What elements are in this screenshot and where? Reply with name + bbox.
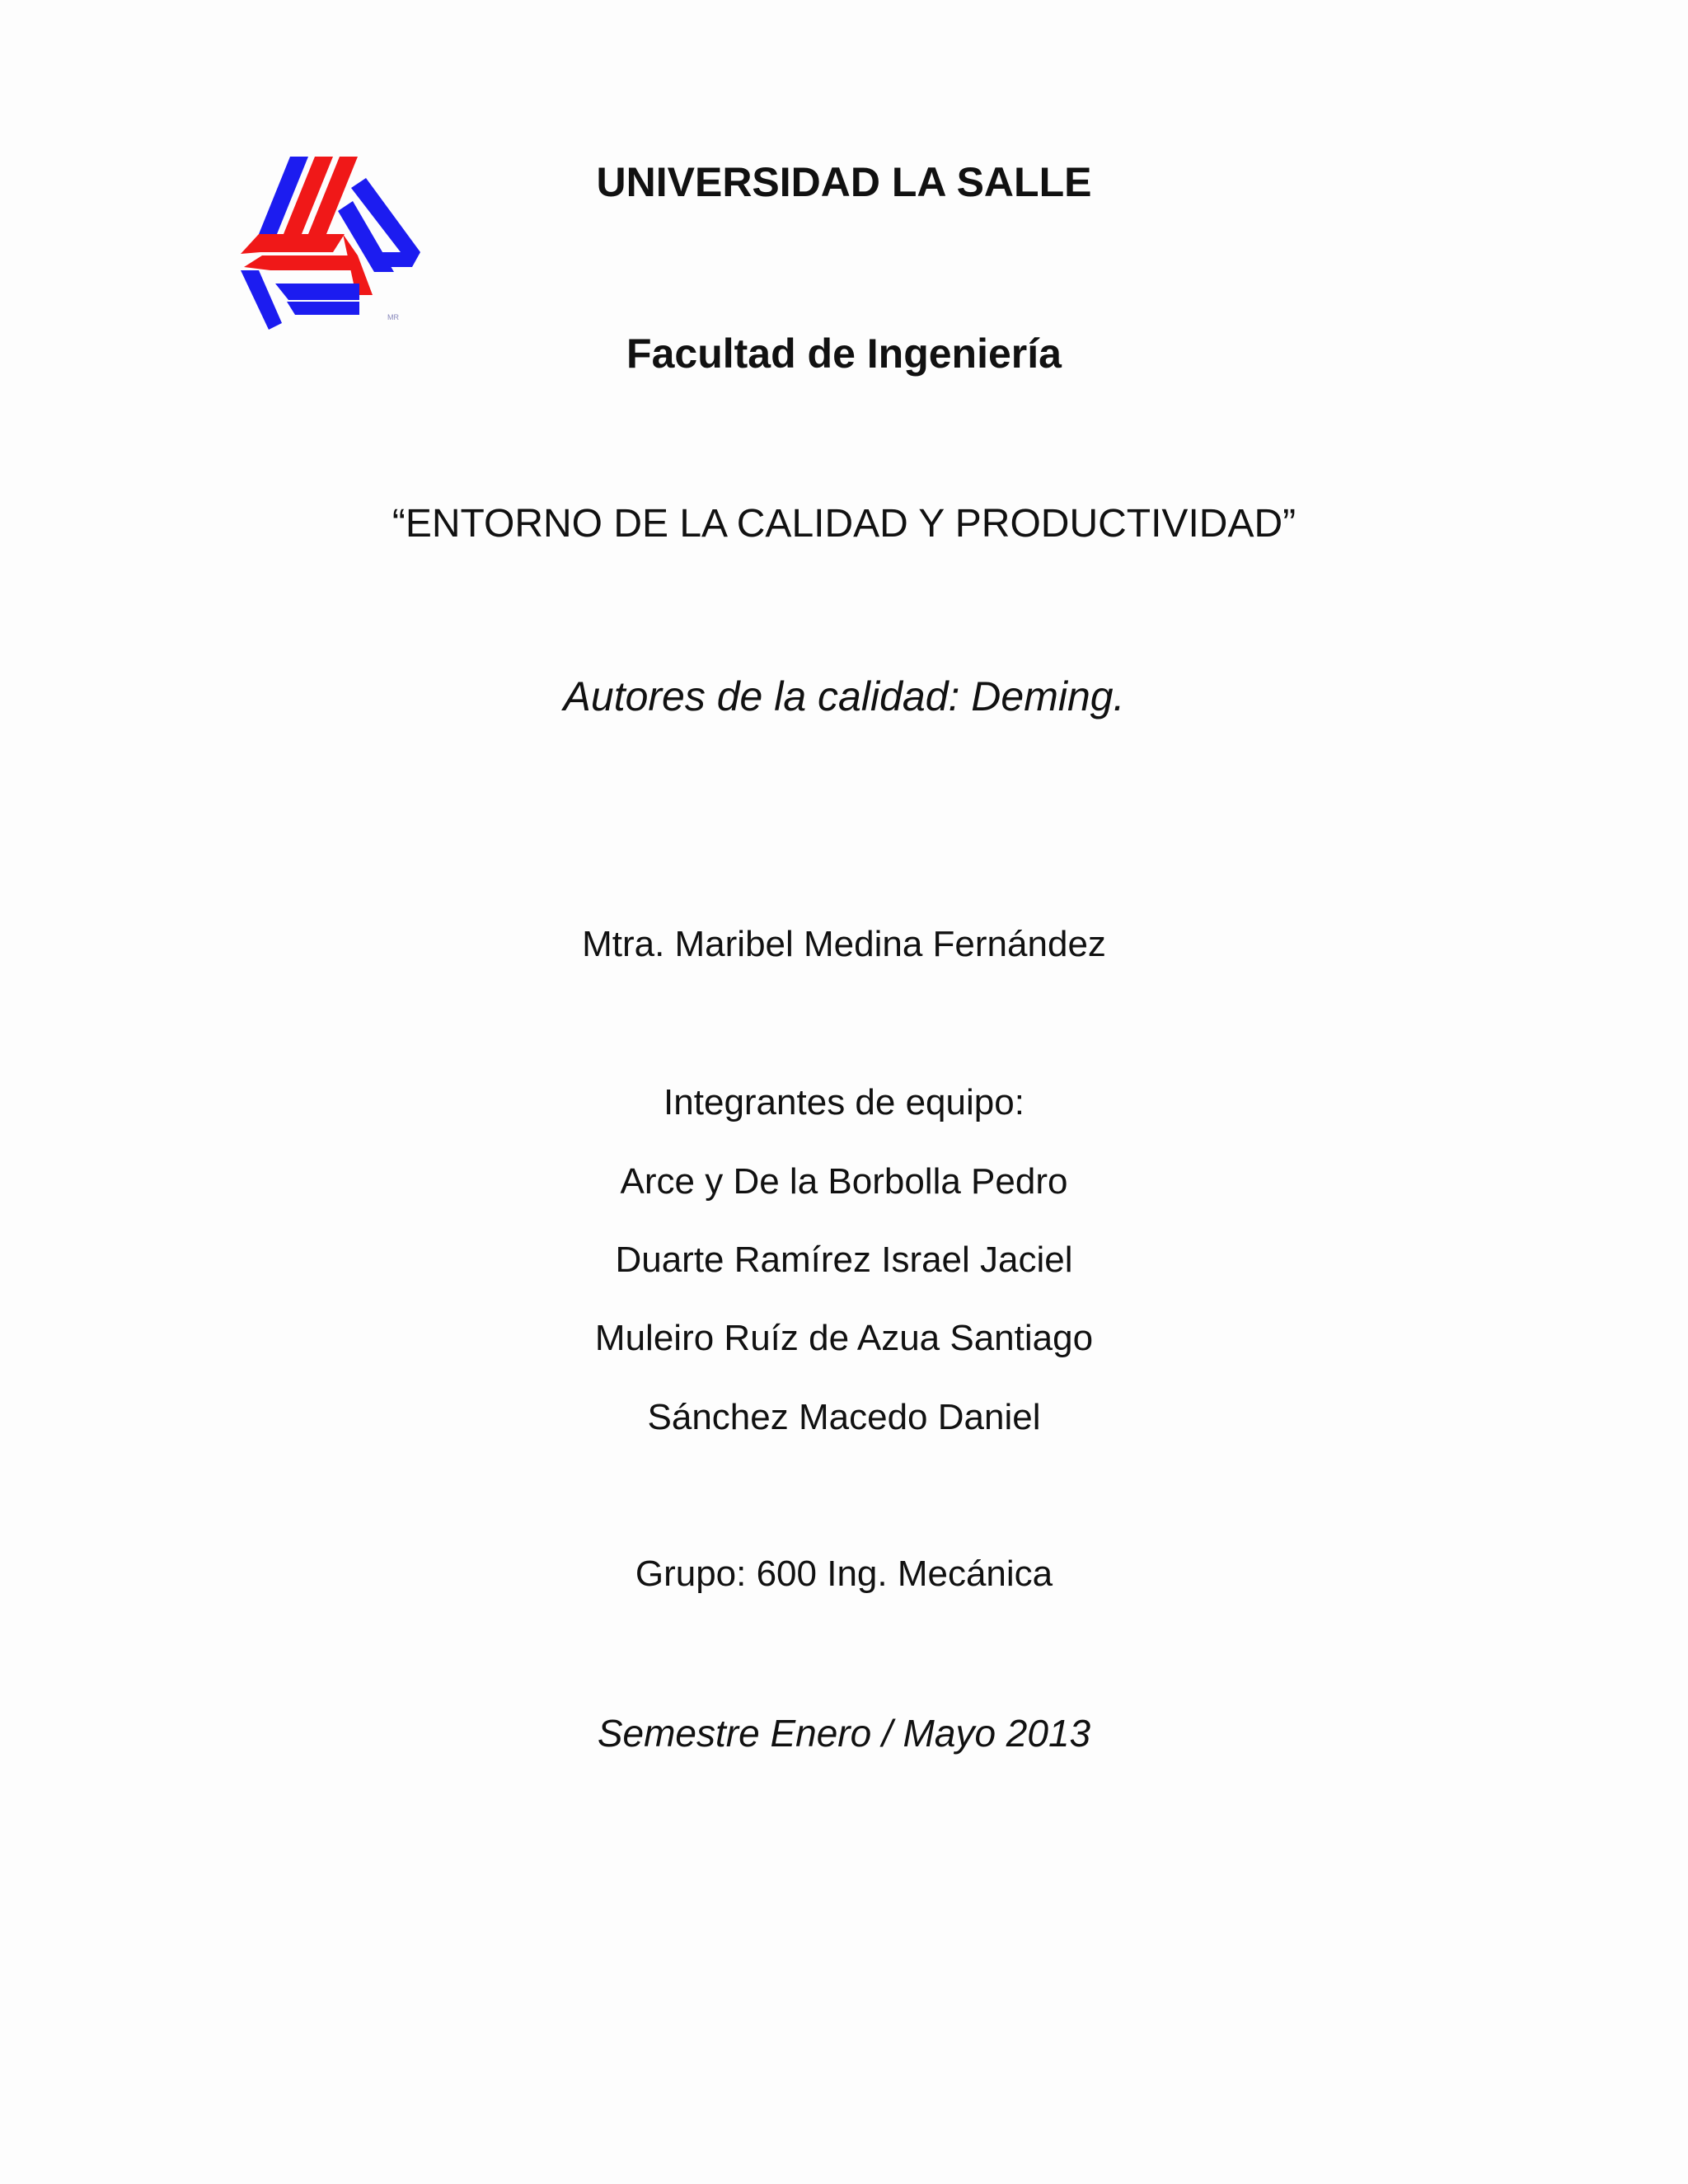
team-heading: Integrantes de equipo: — [663, 1082, 1025, 1122]
semester-info: Semestre Enero / Mayo 2013 — [597, 1712, 1091, 1755]
university-name: UNIVERSIDAD LA SALLE — [596, 159, 1092, 205]
teacher-name: Mtra. Maribel Medina Fernández — [582, 924, 1106, 964]
course-title: “ENTORNO DE LA CALIDAD Y PRODUCTIVIDAD” — [392, 502, 1296, 546]
team-member: Sánchez Macedo Daniel — [647, 1397, 1041, 1437]
team-member: Duarte Ramírez Israel Jaciel — [615, 1240, 1073, 1280]
team-member: Muleiro Ruíz de Azua Santiago — [594, 1318, 1094, 1358]
faculty-name: Facultad de Ingeniería — [626, 330, 1062, 377]
topic-subtitle: Autores de la calidad: Deming. — [563, 673, 1125, 719]
team-member: Arce y De la Borbolla Pedro — [620, 1161, 1068, 1202]
logo-mark: MR — [387, 313, 399, 321]
group-info: Grupo: 600 Ing. Mecánica — [635, 1554, 1053, 1594]
